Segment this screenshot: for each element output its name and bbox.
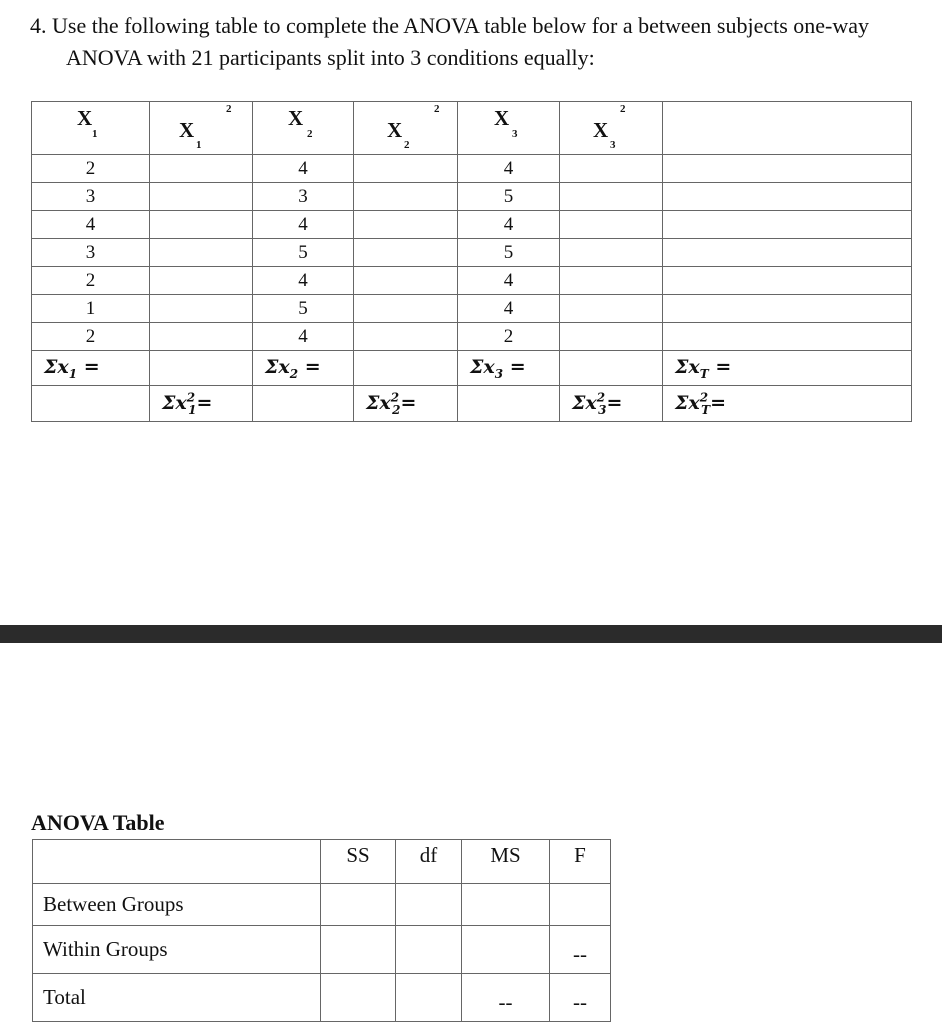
cell-x3: 4: [458, 267, 560, 295]
question-line-1: 4. Use the following table to complete the ANOVA table below for a between subjects one-way: [30, 13, 870, 38]
sum-x1-squared-label: $\Sigma x^2_1=$: [162, 390, 213, 417]
sum-row: [32, 351, 912, 386]
cell-x3: 2: [458, 323, 560, 351]
page-divider: [0, 625, 942, 643]
cell-x1-squared[interactable]: [150, 239, 253, 267]
table-row: [32, 267, 912, 295]
table-row: [32, 155, 912, 183]
cell-blank: [663, 295, 912, 323]
sum-x1-label: $\Sigma x_1$ =: [44, 355, 100, 381]
header-x2-squared: X 2 2: [354, 102, 458, 155]
sum-blank-1: [150, 351, 253, 386]
cell-x3: 4: [458, 155, 560, 183]
cell-x3: 4: [458, 211, 560, 239]
sum-x2-cell[interactable]: [253, 351, 354, 386]
data-table-header: [32, 102, 912, 155]
cell-x3: 5: [458, 239, 560, 267]
cell-blank: [663, 155, 912, 183]
data-table: [31, 101, 912, 422]
cell-x3-squared[interactable]: [560, 239, 663, 267]
anova-cell-df[interactable]: [396, 884, 462, 926]
anova-cell-ms[interactable]: [462, 926, 550, 974]
sum-x2-label: $\Sigma x_2$ =: [265, 355, 321, 381]
cell-x1: 2: [32, 267, 150, 295]
anova-row-label: Total: [33, 974, 321, 1022]
cell-x2-squared[interactable]: [354, 211, 458, 239]
cell-x3: 5: [458, 183, 560, 211]
anova-cell-ss[interactable]: [321, 884, 396, 926]
cell-x2: 4: [253, 323, 354, 351]
sum-x1-cell[interactable]: [32, 351, 150, 386]
sum-xT-label: $\Sigma x_T$ =: [675, 355, 732, 381]
cell-x3-squared[interactable]: [560, 323, 663, 351]
anova-cell-ss[interactable]: [321, 974, 396, 1022]
sum-xT-cell[interactable]: [663, 351, 912, 386]
sum-x3-label: $\Sigma x_3$ =: [470, 355, 526, 381]
cell-x2-squared[interactable]: [354, 323, 458, 351]
header-x1: X 1: [32, 102, 150, 155]
header-blank: [663, 102, 912, 155]
cell-x1: 4: [32, 211, 150, 239]
cell-x3-squared[interactable]: [560, 295, 663, 323]
header-x2: X 2: [253, 102, 354, 155]
sum-xT-squared-label: $\Sigma x^2_T=$: [675, 390, 726, 417]
sumsq-blank-3: [458, 386, 560, 422]
table-row: [32, 323, 912, 351]
cell-x1-squared[interactable]: [150, 323, 253, 351]
cell-blank: [663, 183, 912, 211]
anova-cell-f-dash: --: [550, 974, 611, 1022]
cell-x1: 2: [32, 323, 150, 351]
anova-row-total: [33, 974, 611, 1022]
sum-x3-squared-cell[interactable]: [560, 386, 663, 422]
anova-cell-ss[interactable]: [321, 926, 396, 974]
cell-x3: 4: [458, 295, 560, 323]
anova-header-row: [33, 840, 611, 884]
cell-x2-squared[interactable]: [354, 239, 458, 267]
anova-cell-ms-dash: --: [462, 974, 550, 1022]
anova-cell-df[interactable]: [396, 974, 462, 1022]
table-row: [32, 295, 912, 323]
anova-table: [32, 839, 611, 1022]
anova-row-label: Within Groups: [33, 926, 321, 974]
anova-col-df: df: [396, 840, 462, 884]
cell-x2-squared[interactable]: [354, 295, 458, 323]
cell-x2: 3: [253, 183, 354, 211]
anova-row-between: [33, 884, 611, 926]
sum-x2-squared-label: $\Sigma x^2_2=$: [366, 390, 417, 417]
cell-x1: 3: [32, 183, 150, 211]
cell-x1-squared[interactable]: [150, 211, 253, 239]
cell-x2: 5: [253, 239, 354, 267]
table-row: [32, 239, 912, 267]
cell-x2: 5: [253, 295, 354, 323]
cell-x3-squared[interactable]: [560, 183, 663, 211]
sum-x2-squared-cell[interactable]: [354, 386, 458, 422]
cell-x1-squared[interactable]: [150, 267, 253, 295]
cell-x1: 2: [32, 155, 150, 183]
cell-x1-squared[interactable]: [150, 295, 253, 323]
anova-header-blank: [33, 840, 321, 884]
cell-blank: [663, 211, 912, 239]
cell-x2-squared[interactable]: [354, 183, 458, 211]
sum-x3-cell[interactable]: [458, 351, 560, 386]
sum-xT-squared-cell[interactable]: [663, 386, 912, 422]
cell-x3-squared[interactable]: [560, 155, 663, 183]
anova-cell-df[interactable]: [396, 926, 462, 974]
cell-x2: 4: [253, 155, 354, 183]
sum-blank-2: [354, 351, 458, 386]
anova-cell-f[interactable]: [550, 884, 611, 926]
sumsq-blank-1: [32, 386, 150, 422]
cell-blank: [663, 267, 912, 295]
cell-x1: 3: [32, 239, 150, 267]
sumsq-blank-2: [253, 386, 354, 422]
table-row: [32, 211, 912, 239]
anova-cell-ms[interactable]: [462, 884, 550, 926]
anova-row-within: [33, 926, 611, 974]
header-x3-squared: X 3 2: [560, 102, 663, 155]
cell-x3-squared[interactable]: [560, 267, 663, 295]
anova-row-label: Between Groups: [33, 884, 321, 926]
cell-x1-squared[interactable]: [150, 155, 253, 183]
cell-x1-squared[interactable]: [150, 183, 253, 211]
sum-x1-squared-cell[interactable]: [150, 386, 253, 422]
cell-x3-squared[interactable]: [560, 211, 663, 239]
sum-blank-3: [560, 351, 663, 386]
cell-x1: 1: [32, 295, 150, 323]
anova-col-ss: SS: [321, 840, 396, 884]
anova-title: ANOVA Table: [31, 810, 165, 835]
anova-col-ms: MS: [462, 840, 550, 884]
cell-x2-squared[interactable]: [354, 267, 458, 295]
cell-x2-squared[interactable]: [354, 155, 458, 183]
cell-blank: [663, 323, 912, 351]
anova-col-f: F: [550, 840, 611, 884]
cell-x2: 4: [253, 211, 354, 239]
cell-blank: [663, 239, 912, 267]
header-x3: X 3: [458, 102, 560, 155]
question-line-2: ANOVA with 21 participants split into 3 conditions equally:: [66, 45, 595, 70]
cell-x2: 4: [253, 267, 354, 295]
question-text: [30, 10, 930, 74]
header-x1-squared: X 1 2: [150, 102, 253, 155]
table-row: [32, 183, 912, 211]
anova-cell-f-dash: --: [550, 926, 611, 974]
sum-x3-squared-label: $\Sigma x^2_3=$: [572, 390, 623, 417]
sum-squares-row: [32, 386, 912, 422]
